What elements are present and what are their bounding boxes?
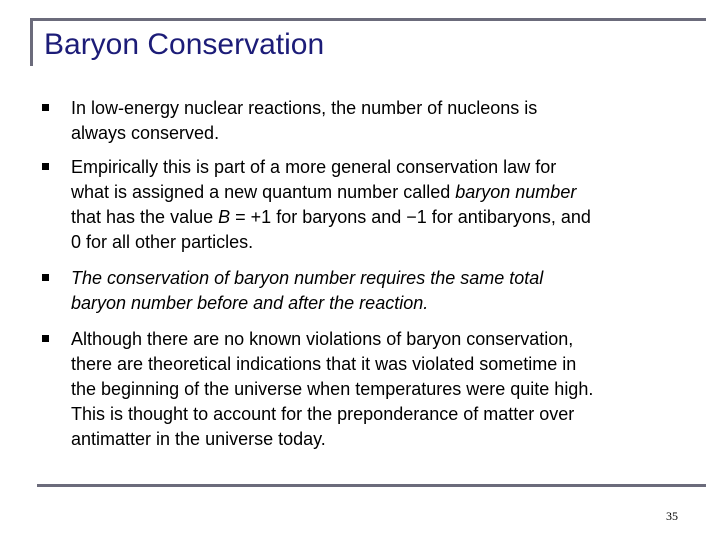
bullet-line: always conserved. — [71, 123, 220, 143]
emphasis-symbol-b: B — [218, 207, 231, 227]
bullet-text — [71, 96, 691, 146]
bullet-line: This is thought to account for the preponderance of matter over — [71, 404, 575, 424]
square-bullet-icon — [42, 335, 49, 342]
bullet-line-text: what is assigned a new quantum number called — [71, 182, 451, 202]
bullet-line: 0 for all other particles. — [71, 232, 254, 252]
bullet-line-text: = +1 for baryons and −1 for antibaryons, and — [235, 207, 591, 227]
bullet-line: the beginning of the universe when temperatures were quite high. — [71, 379, 594, 399]
square-bullet-icon — [42, 163, 49, 170]
bullet-line-text: that has the value — [71, 207, 214, 227]
bullet-line — [71, 180, 691, 205]
bullet-line — [71, 205, 691, 230]
square-bullet-icon — [42, 104, 49, 111]
square-bullet-icon — [42, 274, 49, 281]
bullet-line: there are theoretical indications that it was violated sometime in — [71, 354, 577, 374]
page-number: 35 — [666, 509, 678, 523]
bullet-text — [71, 266, 691, 316]
bullet-text — [71, 155, 691, 255]
footer-rule — [37, 484, 706, 487]
bullet-line: Empirically this is part of a more general conservation law for — [71, 157, 557, 177]
bullet-line: The conservation of baryon number requires the same total — [71, 268, 544, 288]
bullet-line: baryon number before and after the reaction. — [71, 293, 429, 313]
emphasis-baryon-number: baryon number — [455, 182, 577, 202]
slide-title: Baryon Conservation — [44, 28, 325, 61]
bullet-line: antimatter in the universe today. — [71, 429, 326, 449]
bullet-text — [71, 327, 691, 452]
bullet-line: In low-energy nuclear reactions, the number of nucleons is — [71, 98, 538, 118]
bullet-line: Although there are no known violations of baryon conservation, — [71, 329, 574, 349]
